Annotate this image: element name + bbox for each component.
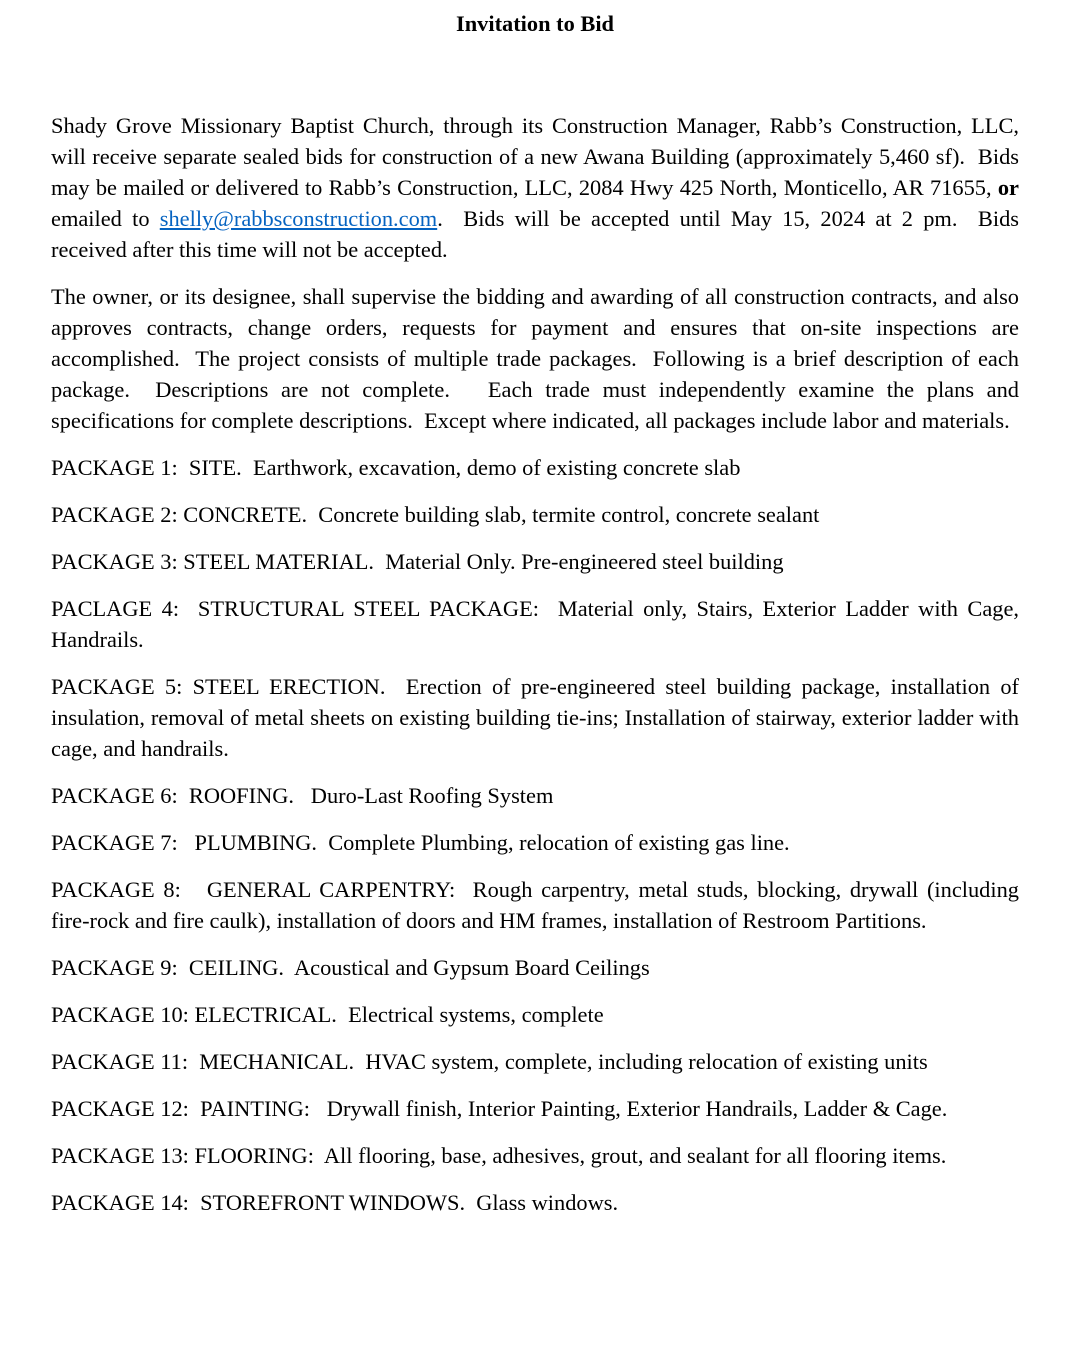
intro-text-3: . Bids will be accepted until May 15, 2024 at 2 pm. Bids received after this time will not be accepted. (51, 206, 1025, 262)
package-item: PACKAGE 5: STEEL ERECTION. Erection of pre-engineered steel building package, installation of insulation, removal of metal sheets on existing building tie-ins; Installation of stairway, exterior ladder with cage, and handrails. (51, 674, 1025, 761)
document-title: Invitation to Bid (455, 11, 614, 36)
owner-paragraph: The owner, or its designee, shall supervise the bidding and awarding of all construction contracts, and also approves contracts, change orders, requests for payment and ensures that on-site inspections are accomplished. The project consists of multiple trade packages. Following is a brief description of each package. Descriptions are not complete. Each trade must independently examine the plans and specifications for complete descriptions. Except where indicated, all packages include labor and materials. (51, 284, 1025, 433)
package-item: PACKAGE 13: FLOORING: All flooring, base, adhesives, grout, and sealant for all flooring items. (51, 1143, 947, 1168)
intro-bold-or: or (997, 175, 1019, 200)
email-link[interactable]: shelly@rabbsconstruction.com (159, 206, 438, 231)
intro-text-2: emailed to (51, 175, 1025, 231)
package-item: PACKAGE 12: PAINTING: Drywall finish, Interior Painting, Exterior Handrails, Ladder & Cage. (51, 1096, 948, 1121)
package-item: PACKAGE 7: PLUMBING. Complete Plumbing, relocation of existing gas line. (51, 830, 790, 855)
package-item: PACLAGE 4: STRUCTURAL STEEL PACKAGE: Material only, Stairs, Exterior Ladder with Cage, Handrails. (51, 596, 1025, 652)
intro-paragraph (51, 110, 1025, 265)
package-item: PACKAGE 3: STEEL MATERIAL. Material Only. Pre-engineered steel building (51, 549, 784, 574)
package-item: PACKAGE 10: ELECTRICAL. Electrical systems, complete (51, 1002, 604, 1027)
package-list (51, 452, 1025, 1218)
package-item: PACKAGE 2: CONCRETE. Concrete building slab, termite control, concrete sealant (51, 502, 820, 527)
package-item: PACKAGE 8: GENERAL CARPENTRY: Rough carpentry, metal studs, blocking, drywall (including fire-rock and fire caulk), installation of doors and HM frames, installation of Restroom Partitions. (51, 877, 1025, 933)
package-item: PACKAGE 9: CEILING. Acoustical and Gypsum Board Ceilings (51, 955, 650, 980)
package-item: PACKAGE 11: MECHANICAL. HVAC system, complete, including relocation of existing units (51, 1049, 928, 1074)
package-item: PACKAGE 6: ROOFING. Duro-Last Roofing System (51, 783, 554, 808)
package-item: PACKAGE 14: STOREFRONT WINDOWS. Glass windows. (51, 1190, 619, 1215)
package-item: PACKAGE 1: SITE. Earthwork, excavation, demo of existing concrete slab (51, 455, 741, 480)
intro-text-1: Shady Grove Missionary Baptist Church, through its Construction Manager, Rabb’s Construction, LLC, will receive separate sealed bids for construction of a new Awana Building (approximately 5,460 sf). Bids may be mailed or delivered to Rabb’s Construction, LLC, 2084 Hwy 425 North, Monticello, AR 71655, (51, 113, 1025, 200)
